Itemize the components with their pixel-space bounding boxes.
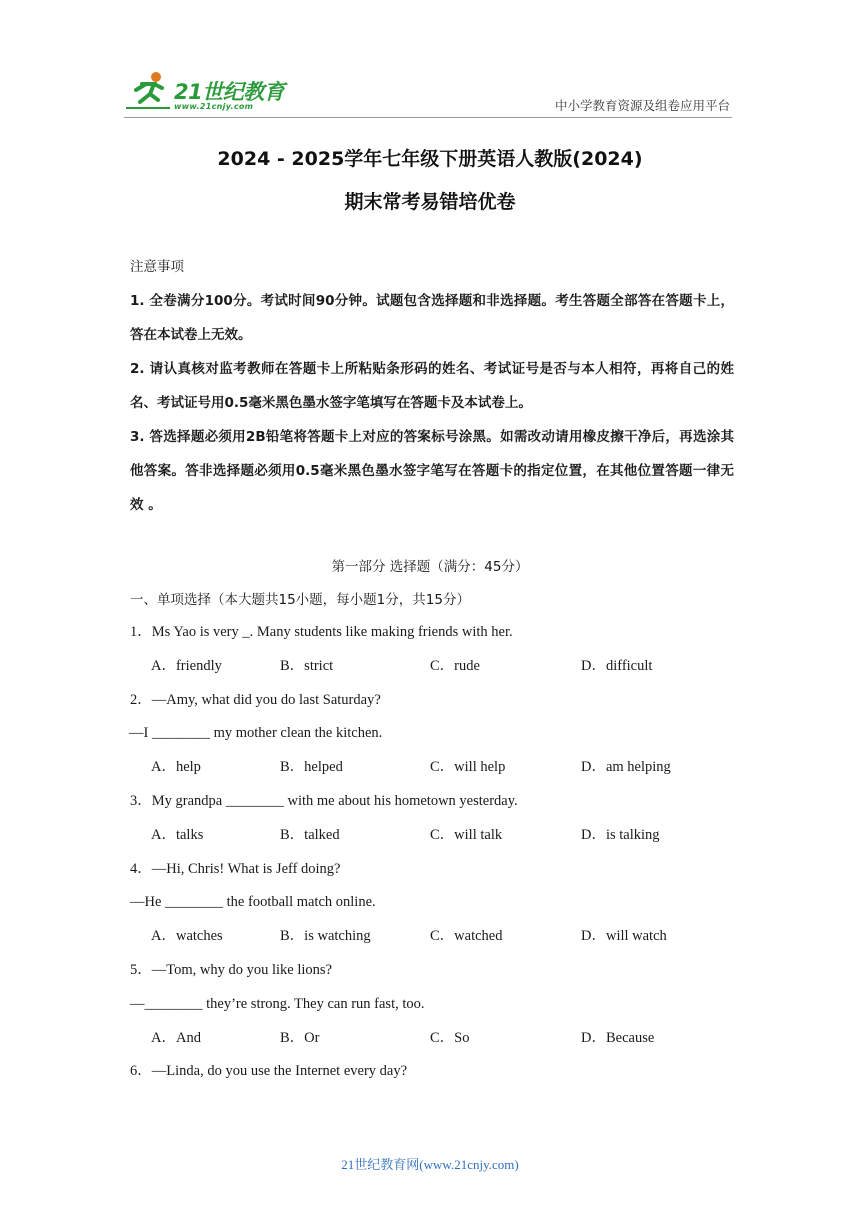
question-line: —________ they’re strong. They can run fast, too. [130, 995, 425, 1012]
option-d: D．will watch [581, 928, 667, 945]
platform-label: 中小学教育资源及组卷应用平台 [554, 98, 730, 113]
option-c: C．So [430, 1029, 470, 1046]
exam-title: 2024 - 2025学年七年级下册英语人教版(2024) [217, 148, 643, 170]
option-b: B．is watching [280, 928, 371, 945]
option-a: A．watches [151, 928, 223, 945]
option-a: A．friendly [151, 657, 222, 674]
logo-text: 21世纪教育 [174, 80, 285, 104]
question-stem: 5．—Tom, why do you like lions? [130, 961, 332, 978]
option-b: B．strict [280, 657, 334, 674]
question-stem: 1．Ms Yao is very _. Many students like making friends with her. [130, 624, 513, 640]
option-c: C．watched [430, 928, 503, 945]
option-c: C．will talk [430, 826, 503, 843]
option-d: D．is talking [581, 826, 660, 843]
question-line: —I ________ my mother clean the kitchen. [129, 725, 383, 742]
exam-subtitle: 期末常考易错培优卷 [344, 191, 516, 213]
option-row [130, 655, 740, 689]
runner-icon [124, 70, 174, 114]
option-c: C．will help [430, 759, 506, 776]
notice-heading: 注意事项 [130, 259, 184, 275]
question-line: —He ________ the football match online. [130, 894, 376, 911]
question-list [130, 621, 740, 1094]
option-row [130, 925, 740, 959]
option-d: D．difficult [581, 657, 653, 674]
header-divider [124, 117, 732, 118]
option-b: B．talked [280, 826, 340, 843]
option-d: D．Because [581, 1029, 655, 1046]
page-header [0, 0, 860, 125]
question-stem: 3．My grandpa ________ with me about his hometown yesterday. [130, 792, 518, 809]
option-d: D．am helping [581, 759, 671, 776]
notice-item: 3. 答选择题必须用2B铅笔将答题卡上对应的答案标号涂黑。如需改动请用橡皮擦干净后，再选涂其他答案。答非选择题必须用0.5毫米黑色墨水签字笔写在答题卡的指定位置，在其他位置答题一律无效 。 [130, 429, 734, 513]
question-stem: 2．—Amy, what did you do last Saturday? [130, 691, 381, 708]
option-row [130, 756, 740, 790]
question-stem: 4．—Hi, Chris! What is Jeff doing? [130, 860, 341, 877]
option-c: C．rude [430, 657, 480, 674]
notice-item: 1. 全卷满分100分。考试时间90分钟。试题包含选择题和非选择题。考生答题全部答在答题卡上，答在本试卷上无效。 [130, 293, 734, 343]
option-row [130, 824, 740, 858]
option-b: B．Or [280, 1029, 320, 1046]
notice-block [130, 250, 734, 522]
option-a: A．help [151, 759, 201, 776]
notice-item: 2. 请认真核对监考教师在答题卡上所粘贴条形码的姓名、考试证号是否与本人相符，再将自己的姓名、考试证号用0.5毫米黑色墨水签字笔填写在答题卡及本试卷上。 [130, 361, 734, 411]
section-title: 一、单项选择（本大题共15小题，每小题1分，共15分） [130, 592, 470, 608]
footer-link[interactable]: 21世纪教育网(www.21cnjy.com) [341, 1157, 519, 1172]
part-title: 第一部分 选择题（满分：45分） [331, 559, 529, 575]
site-logo [124, 70, 289, 114]
logo-url: www.21cnjy.com [174, 102, 254, 111]
option-a: A．And [151, 1029, 201, 1046]
option-a: A．talks [151, 826, 204, 843]
option-row [130, 1027, 740, 1061]
option-b: B．helped [280, 759, 343, 776]
question-stem: 6．—Linda, do you use the Internet every day? [130, 1063, 408, 1080]
